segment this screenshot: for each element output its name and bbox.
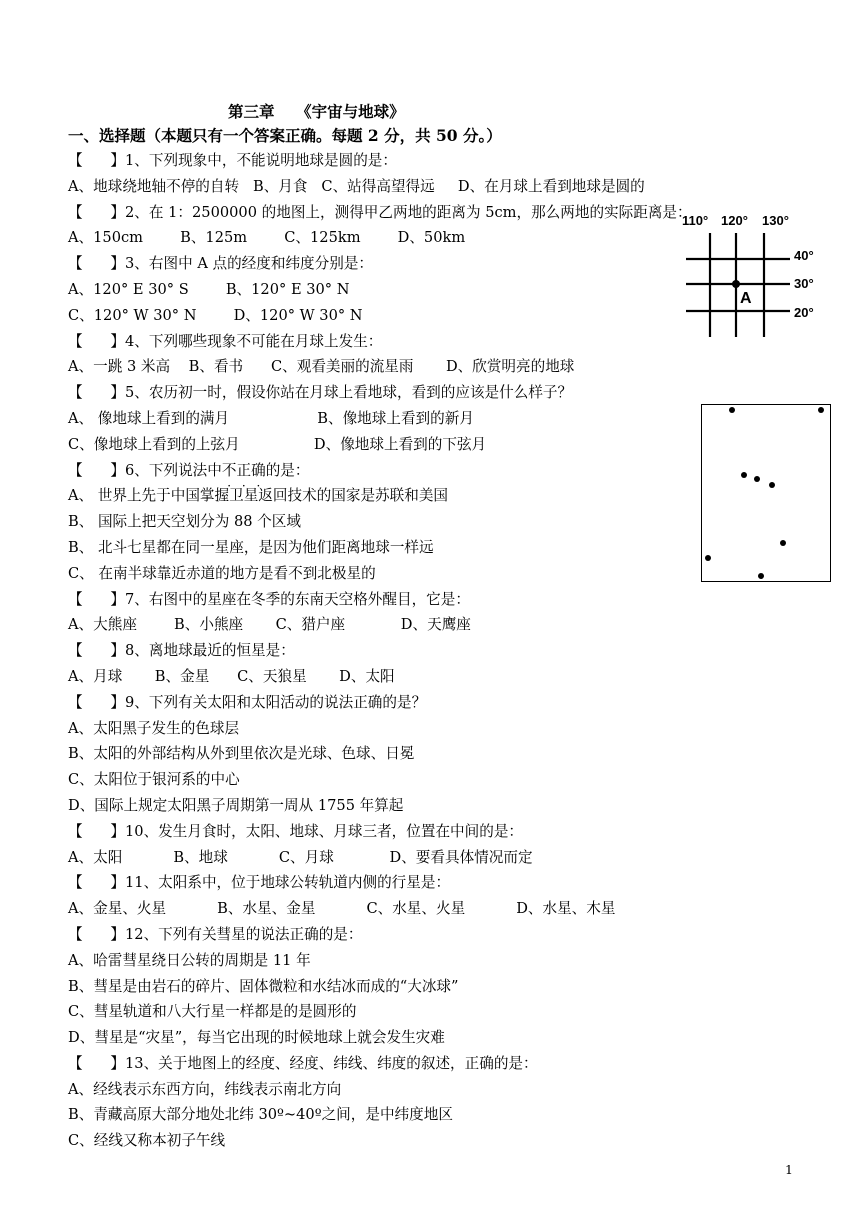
- lat-label-20: 20°: [794, 305, 814, 320]
- star: [754, 476, 760, 482]
- star: [741, 472, 747, 478]
- lon-label-120: 120°: [721, 213, 748, 228]
- lat-label-30: 30°: [794, 276, 814, 291]
- option-line: C、彗星轨道和八大行星一样都是的是圆形的: [68, 1003, 357, 1021]
- question-line: 【 】8、离地球最近的恒星是：: [68, 642, 295, 660]
- option-line: A、 像地球上看到的满月 B、像地球上看到的新月: [68, 409, 474, 427]
- section-heading: 一、选择题（本题只有一个答案正确。每题 2 分，共 50 分。）: [68, 126, 502, 145]
- chapter-title: 第三章 《宇宙与地球》: [228, 102, 405, 121]
- lon-label-110: 110°: [682, 213, 709, 228]
- star: [705, 555, 711, 561]
- question-line: 【 】9、下列有关太阳和太阳活动的说法正确的是？: [68, 693, 427, 711]
- option-line: A、太阳 B、地球 C、月球 D、要看具体情况而定: [68, 848, 533, 866]
- option-line: C、经线又称本初子午线: [68, 1132, 226, 1150]
- lon-label-130: 130°: [762, 213, 789, 228]
- option-line: B、青藏高原大部分地处北纬 30º~40º之间，是中纬度地区: [68, 1106, 453, 1124]
- option-line: A、120° E 30° S B、120° E 30° N: [68, 280, 350, 298]
- question-line: 【 】13、关于地图上的经度、经度、纬线、纬度的叙述，正确的是：: [68, 1054, 538, 1072]
- emphasis-char: 确: [251, 461, 266, 479]
- emphasis-char: 正: [236, 461, 252, 479]
- star: [818, 407, 824, 413]
- option-line: A、地球绕地轴不停的自转 B、月食 C、站得高望得远 D、在月球上看到地球是圆的: [68, 177, 645, 195]
- question-line: 【 】7、右图中的星座在冬季的东南天空格外醒目，它是：: [68, 590, 470, 608]
- page-number: 1: [785, 1162, 793, 1177]
- star: [758, 573, 764, 579]
- star: [769, 482, 775, 488]
- option-line: A、经线表示东西方向，纬线表示南北方向: [68, 1080, 342, 1098]
- question-line-emphasis: 【 】6、下列说法中不正确的是：: [68, 461, 310, 479]
- emphasis-char: 不: [221, 461, 237, 479]
- option-line: B、 北斗七星都在同一星座，是因为他们距离地球一样远: [68, 538, 434, 556]
- question-line: 【 】5、农历初一时，假设你站在月球上看地球，看到的应该是什么样子？: [68, 384, 573, 402]
- option-line: A、 世界上先于中国掌握卫星返回技术的国家是苏联和美国: [68, 487, 449, 505]
- point-a-marker: [732, 280, 740, 288]
- question-line: 【 】11、太阳系中，位于地球公转轨道内侧的行星是：: [68, 874, 451, 892]
- question-line: 【 】2、在 1：2500000 的地图上，测得甲乙两地的距离为 5cm，那么两地的实际距离是：: [68, 203, 692, 221]
- option-line: D、彗星是“灾星”，每当它出现的时候地球上就会发生灾难: [68, 1029, 445, 1047]
- option-line: A、哈雷彗星绕日公转的周期是 11 年: [68, 951, 311, 969]
- star: [780, 540, 786, 546]
- question-line: 【 】1、下列现象中，不能说明地球是圆的是：: [68, 152, 397, 169]
- question-line: 【 】4、下列哪些现象不可能在月球上发生：: [68, 332, 383, 350]
- option-line: A、一跳 3 米高 B、看书 C、观看美丽的流星雨 D、欣赏明亮的地球: [68, 358, 575, 376]
- question-line: 【 】12、下列有关彗星的说法正确的是：: [68, 925, 363, 943]
- point-a-label: A: [740, 290, 752, 307]
- question-line: 【 】3、右图中 A 点的经度和纬度分别是：: [68, 255, 374, 273]
- question-list: [68, 148, 708, 1154]
- option-line: C、太阳位于银河系的中心: [68, 771, 240, 789]
- option-line: B、 国际上把天空划分为 88 个区域: [68, 513, 301, 531]
- lat-label-40: 40°: [794, 248, 814, 263]
- option-line: C、120° W 30° N D、120° W 30° N: [68, 306, 363, 324]
- star: [729, 407, 735, 413]
- option-line: C、 在南半球靠近赤道的地方是看不到北极星的: [68, 564, 376, 582]
- option-line: A、金星、火星 B、水星、金星 C、水星、火星 D、水星、木星: [68, 900, 616, 918]
- question-line: 【 】10、发生月食时，太阳、地球、月球三者，位置在中间的是：: [68, 822, 524, 840]
- option-line: A、月球 B、金星 C、天狼星 D、太阳: [68, 667, 395, 685]
- option-line: A、150cm B、125m C、125km D、50km: [68, 229, 466, 247]
- lat-long-grid-figure: [676, 207, 836, 347]
- option-line: B、彗星是由岩石的碎片、固体微粒和水结冰而成的“大冰球”: [68, 977, 459, 995]
- option-line: A、大熊座 B、小熊座 C、猎户座 D、天鹰座: [68, 616, 471, 634]
- option-line: A、太阳黑子发生的色球层: [68, 719, 240, 737]
- option-line: D、国际上规定太阳黑子周期第一周从 1755 年算起: [68, 796, 404, 814]
- option-line: C、像地球上看到的上弦月 D、像地球上看到的下弦月: [68, 435, 487, 453]
- option-line: B、太阳的外部结构从外到里依次是光球、色球、日冕: [68, 745, 415, 763]
- constellation-figure: [701, 404, 831, 582]
